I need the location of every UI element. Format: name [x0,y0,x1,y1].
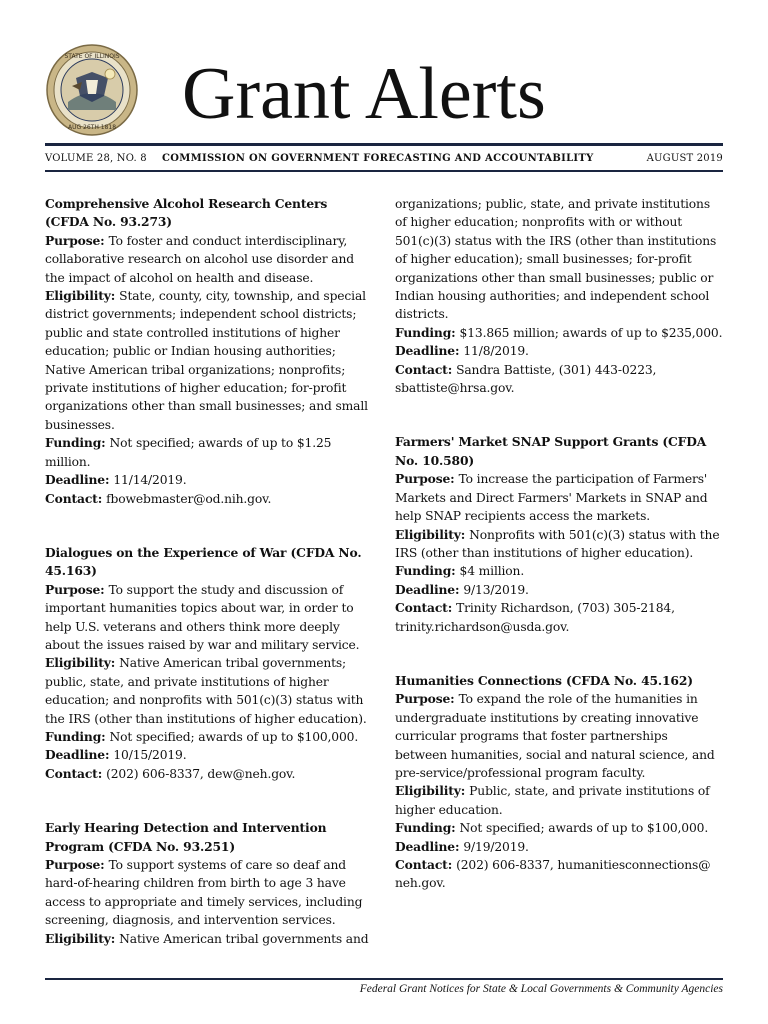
grant-eligibility: Public, state, and private institutions of higher education. [395,784,710,817]
grant-funding: Not specified; awards of up to $100,000. [109,729,359,744]
grant-purpose: To support the study and discussion of important humanities topics about war, in order to help U.S. veterans and others think more deeply about the issues raised by war and military service. [45,582,360,652]
eligibility-label: Eligibility: [45,930,116,946]
contact-label: Contact: [45,490,103,506]
deadline-label: Deadline: [395,343,460,359]
grant-title: Humanities Connections (CFDA No. 45.162) [395,672,693,688]
left-column [45,195,375,984]
footer-rule [45,978,723,980]
publication-title: Grant Alerts [182,53,546,135]
state-seal-logo [46,44,138,136]
grant-contact-email[interactable]: (202) 606-8337, dew@neh.gov. [106,766,296,781]
grant-funding: Not specified; awards of up to $100,000. [459,821,709,836]
purpose-label: Purpose: [45,232,105,248]
grant-deadline: 10/15/2019. [113,748,187,763]
header-rule-bottom [45,170,723,172]
deadline-label: Deadline: [395,838,460,854]
grant-entry [45,195,375,508]
grant-purpose: To foster and conduct interdisciplinary, collaborative research on alcohol use disorder and the impact of alcohol on health and disease. [45,233,354,285]
grant-entry [395,672,723,893]
organization-name: COMMISSION ON GOVERNMENT FORECASTING AND ACCOUNTABILITY [162,153,594,164]
grant-title: Dialogues on the Experience of War (CFDA No. 45.163) [45,544,362,579]
svg-text:STATE OF ILLINOIS: STATE OF ILLINOIS [64,53,120,60]
deadline-label: Deadline: [395,581,460,597]
grant-deadline: 11/8/2019. [463,344,529,359]
grant-purpose: To support systems of care so deaf and hard-of-hearing children from birth to age 3 have access to appropriate and timely services, including screening, diagnosis, and intervention services. [45,858,363,928]
grant-eligibility: Native American tribal governments; public, state, and private institutions of higher education; and nonprofits with 501(c)(3) status with the IRS (other than institutions of higher education). [45,656,367,726]
grant-entry [395,433,723,635]
grant-purpose: To increase the participation of Farmers' Markets and Direct Farmers' Markets in SNAP and help SNAP recipients access the markets. [395,472,708,524]
grant-funding: $4 million. [459,564,525,579]
grant-purpose: To expand the role of the humanities in undergraduate institutions by creating innovative curricular programs that foster partnerships between humanities, social and natural science, and pre-service/professional program faculty. [395,692,715,780]
eligibility-label: Eligibility: [45,655,116,671]
footer-tagline: Federal Grant Notices for State & Local Governments & Community Agencies [359,983,723,995]
purpose-label: Purpose: [45,581,105,597]
grant-eligibility: Nonprofits with 501(c)(3) status with the IRS (other than institutions of higher education). [395,527,720,560]
grant-entry [45,544,375,783]
grant-eligibility: State, county, city, township, and special district governments; independent school districts; public and state controlled institutions of higher education; public or Indian housing authorities; Native American tribal organizations; nonprofits; private institutions of higher education; for-profit organizations other than small businesses; and small businesses. [45,289,368,432]
funding-label: Funding: [395,820,456,836]
contact-label: Contact: [45,765,103,781]
grant-title: Comprehensive Alcohol Research Centers (CFDA No. 93.273) [45,196,328,230]
contact-label: Contact: [395,857,453,872]
volume-number: VOLUME 28, NO. 8 [45,153,147,164]
grant-deadline: 9/19/2019. [463,839,529,854]
svg-text:AUG 26TH 1818: AUG 26TH 1818 [67,124,117,131]
contact-label: Contact: [395,361,453,377]
funding-label: Funding: [395,324,456,340]
issue-date: AUGUST 2019 [646,153,723,164]
right-column [395,195,723,929]
eligibility-label: Eligibility: [395,526,466,542]
grant-contact-email[interactable]: (202) 606-8337, humanitiesconnections@ neh.gov. [395,858,711,891]
funding-label: Funding: [45,728,106,744]
deadline-label: Deadline: [45,472,110,488]
grant-contact-email[interactable]: fbowebmaster@od.nih.gov. [106,491,272,506]
grant-eligibility: Native American tribal governments and [119,931,369,946]
header-rule-top [45,143,723,146]
contact-label: Contact: [395,600,453,616]
grant-title: Early Hearing Detection and Intervention Program (CFDA No. 93.251) [45,820,327,854]
deadline-label: Deadline: [45,747,110,763]
grant-contact-email[interactable]: Trinity Richardson, (703) 305-2184, trinity.richardson@usda.gov. [395,601,675,634]
eligibility-label: Eligibility: [45,288,116,304]
grant-contact-email[interactable]: Sandra Battiste, (301) 443-0223, sbattiste@hrsa.gov. [395,362,657,396]
grant-eligibility-continued: organizations; public, state, and private institutions of higher education; nonprofits with or without 501(c)(3) status with the IRS (other than institutions of higher education); small businesses; for-profit organizations other than small businesses; public or Indian housing authorities; and independent school districts. [395,197,717,322]
grant-deadline: 11/14/2019. [113,473,187,488]
grant-funding: Not specified; awards of up to $1.25 million. [45,436,332,469]
purpose-label: Purpose: [395,691,455,707]
grant-entry-continued [395,195,723,397]
eligibility-label: Eligibility: [395,783,466,799]
grant-entry [45,819,375,948]
grant-funding: $13.865 million; awards of up to $235,000. [459,325,723,340]
purpose-label: Purpose: [45,857,105,872]
funding-label: Funding: [45,435,106,451]
masthead [45,151,723,167]
purpose-label: Purpose: [395,471,455,487]
grant-title: Farmers' Market SNAP Support Grants (CFDA No. 10.580) [395,434,707,468]
funding-label: Funding: [395,563,456,579]
grant-deadline: 9/13/2019. [463,582,529,597]
